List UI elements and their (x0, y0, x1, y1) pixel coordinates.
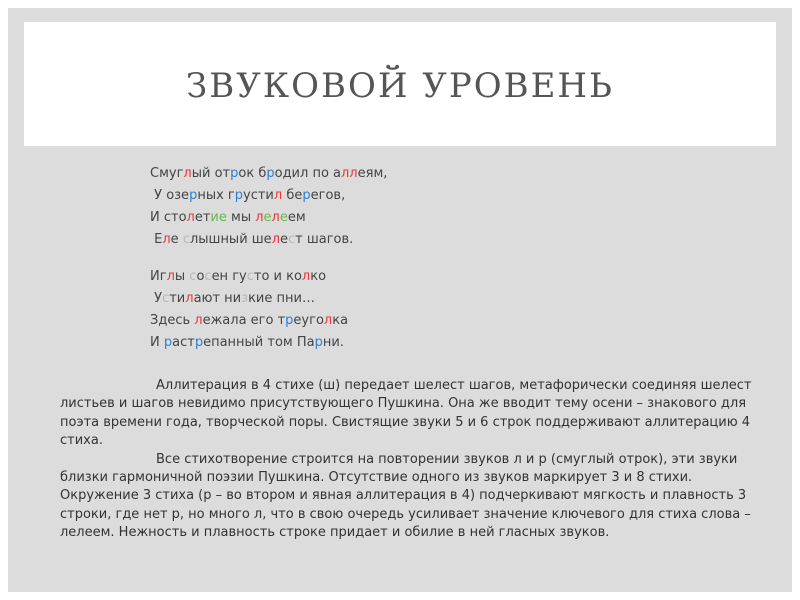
highlighted-sound: с (162, 291, 170, 306)
poem-text: ни. (322, 335, 344, 350)
highlighted-sound: с (189, 269, 197, 284)
poem-text: еуго (293, 313, 324, 328)
highlighted-sound: л (186, 210, 195, 225)
highlighted-sound: с (182, 232, 190, 247)
poem-text: то и ко (253, 269, 302, 284)
slide (8, 8, 792, 592)
highlighted-sound: р (302, 188, 311, 203)
poem-text: Иг (150, 269, 167, 284)
poem-text: ем (287, 210, 306, 225)
highlighted-sound: л (271, 210, 280, 225)
highlighted-sound: л (166, 269, 175, 284)
highlighted-sound: с (246, 269, 254, 284)
poem-line (150, 288, 387, 310)
poem-text: лышный ше (189, 232, 272, 247)
poem-text: аст (172, 335, 195, 350)
poem-text: усти (243, 188, 274, 203)
highlighted-sound: р (163, 335, 173, 350)
poem-text: ных г (197, 188, 235, 203)
poem-text: И (150, 335, 164, 350)
poem-text: е (280, 232, 288, 247)
poem-line (150, 266, 387, 288)
poem-line (150, 207, 387, 229)
poem-line (150, 332, 387, 354)
commentary-paragraph-2: Все стихотворение строится на повторении звуков л и р (смуглый отрок), эти звуки близки гармоничной поэзии Пушкина. Отсутствие одного из звуков маркирует 3 и 8 стихи. Окружение 3 стиха (р – во втором и явная аллитерация в 4) подчеркивают мягкость и плавность 3 строки, где нет р, но много л, что в свою очередь усиливает значение ключевого для стиха слова – лелеем. Нежность и плавность строке придает и обилие в ней гласных звуков. (60, 451, 751, 541)
highlighted-sound: р (266, 166, 275, 181)
highlighted-sound: л (162, 232, 171, 247)
poem-line (150, 310, 387, 332)
highlighted-sound: е (263, 210, 272, 225)
commentary-paragraph-1: Аллитерация в 4 стихе (ш) передает шелест шагов, метафорически соединяя шелест листьев и шагов невидимо присутствующего Пушкина. Она же вводит тему осени – знакового для поэта времени года, творческой поры. Свистящие звуки 5 и 6 строк поддерживают аллитерацию 4 стиха. (60, 378, 752, 449)
poem-text: о (196, 269, 205, 284)
highlighted-sound: л (301, 269, 311, 284)
poem-text: ет (194, 210, 211, 225)
highlighted-sound: з (241, 291, 249, 306)
highlighted-sound: р (189, 188, 198, 203)
poem-line (150, 163, 387, 185)
poem-text: ежала его т (202, 313, 286, 328)
poem-text: егов, (310, 188, 346, 203)
poem-text: ти (169, 291, 186, 306)
poem-text: бе (282, 188, 303, 203)
poem-text: ают ни (193, 291, 242, 306)
poem-text: У озе (154, 188, 190, 203)
poem-text: ка (332, 313, 349, 328)
poem-text: е (170, 232, 183, 247)
poem-text: одил по а (274, 166, 341, 181)
poem-text: ый от (191, 166, 231, 181)
poem-line (150, 229, 387, 251)
highlighted-sound: р (285, 313, 294, 328)
poem-text: Здесь (150, 313, 195, 328)
title-box (24, 22, 776, 146)
poem-text: ы (174, 269, 190, 284)
highlighted-sound: л (183, 166, 192, 181)
poem-text: ен гу (211, 269, 247, 284)
poem-text: кие пни… (248, 291, 315, 306)
commentary (60, 377, 755, 543)
poem-text: Смуг (150, 166, 184, 181)
highlighted-sound: е (279, 210, 288, 225)
slide-title: ЗВУКОВОЙ УРОВЕНЬ (186, 66, 614, 106)
poem-text: т шагов. (295, 232, 354, 247)
poem-text: мы (226, 210, 256, 225)
stanza-gap (150, 251, 387, 266)
poem-text: епанный том Па (203, 335, 315, 350)
highlighted-sound: л (194, 313, 203, 328)
poem (150, 163, 387, 354)
highlighted-sound: с (204, 269, 212, 284)
highlighted-sound: л (255, 210, 264, 225)
highlighted-sound: с (288, 232, 296, 247)
poem-text: Е (154, 232, 163, 247)
highlighted-sound: р (314, 335, 323, 350)
highlighted-sound: р (230, 166, 239, 181)
highlighted-sound: лл (341, 166, 358, 181)
poem-text: ко (310, 269, 327, 284)
highlighted-sound: ие (210, 210, 227, 225)
highlighted-sound: л (323, 313, 333, 328)
poem-text: ок б (238, 166, 267, 181)
poem-text: У (154, 291, 163, 306)
highlighted-sound: л (271, 232, 280, 247)
poem-line (150, 185, 387, 207)
highlighted-sound: л (273, 188, 283, 203)
poem-text: еям, (357, 166, 388, 181)
highlighted-sound: р (194, 335, 204, 350)
poem-text: И сто (150, 210, 187, 225)
highlighted-sound: л (185, 291, 194, 306)
highlighted-sound: р (234, 188, 244, 203)
